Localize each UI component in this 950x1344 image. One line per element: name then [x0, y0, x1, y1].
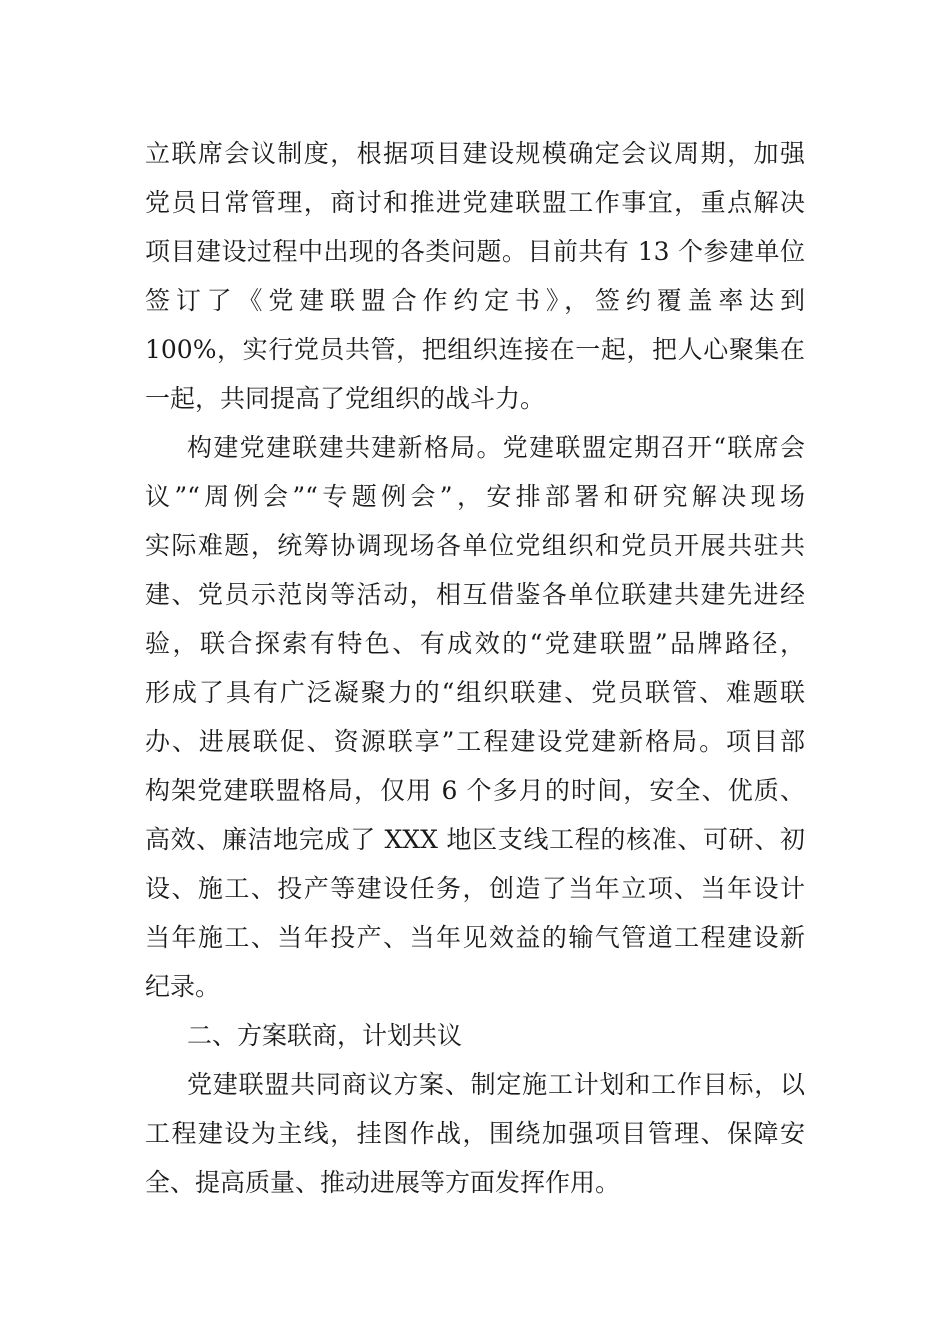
text-line: 立联席会议制度，根据项目建设规模确定会议周期，加强 [145, 139, 805, 168]
text-line: 全、提高质量、推动进展等方面发挥作用。 [145, 1168, 621, 1197]
text-line: 纪录。 [145, 972, 221, 1001]
text-line: 工程建设为主线，挂图作战，围绕加强项目管理、保障安 [145, 1119, 805, 1148]
text-line: 当年施工、当年投产、当年见效益的输气管道工程建设新 [145, 923, 805, 952]
text-line: 签订了《党建联盟合作约定书》，签约覆盖率达到 [145, 286, 805, 315]
text-line: 建、党员示范岗等活动，相互借鉴各单位联建共建先进经 [145, 580, 805, 609]
section-heading: 二、方案联商，计划共议 [187, 1021, 463, 1050]
text-line: 100%，实行党员共管，把组织连接在一起，把人心聚集在 [145, 335, 805, 364]
text-line: 构建党建联建共建新格局。党建联盟定期召开“联席会 [187, 433, 805, 462]
text-line: 验，联合探索有特色、有成效的“党建联盟”品牌路径， [145, 629, 805, 658]
text-line: 党员日常管理，商讨和推进党建联盟工作事宜，重点解决 [145, 188, 805, 217]
text-line: 实际难题，统筹协调现场各单位党组织和党员开展共驻共 [145, 531, 805, 560]
text-line: 构架党建联盟格局，仅用 6 个多月的时间，安全、优质、 [145, 776, 805, 805]
text-line: 议”“周例会”“专题例会”，安排部署和研究解决现场 [145, 482, 805, 511]
text-line: 形成了具有广泛凝聚力的“组织联建、党员联管、难题联 [145, 678, 805, 707]
text-line: 一起，共同提高了党组织的战斗力。 [145, 384, 546, 413]
text-line: 党建联盟共同商议方案、制定施工计划和工作目标，以 [187, 1070, 805, 1099]
text-line: 高效、廉洁地完成了 XXX 地区支线工程的核准、可研、初 [145, 825, 805, 854]
text-line: 办、进展联促、资源联享”工程建设党建新格局。项目部 [145, 727, 805, 756]
text-line: 设、施工、投产等建设任务，创造了当年立项、当年设计 [145, 874, 805, 903]
text-line: 项目建设过程中出现的各类问题。目前共有 13 个参建单位 [145, 237, 805, 266]
